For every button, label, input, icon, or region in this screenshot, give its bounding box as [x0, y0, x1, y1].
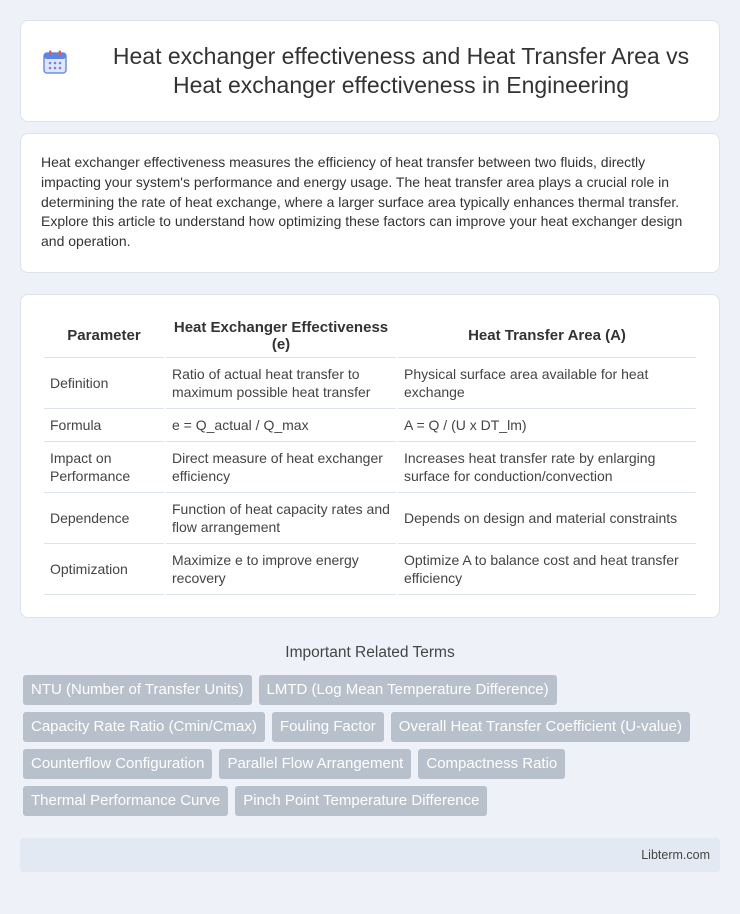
row-effectiveness: e = Q_actual / Q_max: [166, 409, 396, 442]
tag-counterflow[interactable]: Counterflow Configuration: [23, 749, 212, 779]
row-parameter: Dependence: [44, 493, 164, 544]
tag-compactness-ratio[interactable]: Compactness Ratio: [418, 749, 565, 779]
table-row: [44, 409, 696, 442]
tag-parallel-flow[interactable]: Parallel Flow Arrangement: [219, 749, 411, 779]
row-area: Depends on design and material constraints: [398, 493, 696, 544]
header-effectiveness: Heat Exchanger Effectiveness (e): [166, 315, 396, 358]
row-area: Optimize A to balance cost and heat transfer efficiency: [398, 544, 696, 595]
tag-ntu[interactable]: NTU (Number of Transfer Units): [23, 675, 252, 705]
table-row: [44, 493, 696, 544]
calendar-icon: [41, 48, 69, 76]
tag-overall-htc[interactable]: Overall Heat Transfer Coefficient (U-value): [391, 712, 690, 742]
tag-pinch-point[interactable]: Pinch Point Temperature Difference: [235, 786, 487, 816]
row-parameter: Formula: [44, 409, 164, 442]
page-title: Heat exchanger effectiveness and Heat Transfer Area vs Heat exchanger effectiveness in Engineering: [112, 43, 690, 98]
tag-thermal-performance-curve[interactable]: Thermal Performance Curve: [23, 786, 228, 816]
row-area: A = Q / (U x DT_lm): [398, 409, 696, 442]
related-terms-list: [20, 675, 720, 823]
row-effectiveness: Ratio of actual heat transfer to maximum possible heat transfer: [166, 358, 396, 409]
header-area: Heat Transfer Area (A): [398, 315, 696, 358]
tag-capacity-rate-ratio[interactable]: Capacity Rate Ratio (Cmin/Cmax): [23, 712, 265, 742]
row-area: Physical surface area available for heat exchange: [398, 358, 696, 409]
row-area: Increases heat transfer rate by enlarging surface for conduction/convection: [398, 442, 696, 493]
table-row: [44, 442, 696, 493]
table-row: [44, 358, 696, 409]
table-row: [44, 544, 696, 595]
row-parameter: Definition: [44, 358, 164, 409]
row-effectiveness: Function of heat capacity rates and flow arrangement: [166, 493, 396, 544]
row-parameter: Optimization: [44, 544, 164, 595]
table-header-row: [44, 315, 696, 358]
tag-fouling-factor[interactable]: Fouling Factor: [272, 712, 384, 742]
footer-brand[interactable]: Libterm.com: [641, 847, 710, 862]
row-effectiveness: Maximize e to improve energy recovery: [166, 544, 396, 595]
tag-lmtd[interactable]: LMTD (Log Mean Temperature Difference): [259, 675, 557, 705]
intro-text: Heat exchanger effectiveness measures the efficiency of heat transfer between two fluids, directly impacting your system's performance and energy usage. The heat transfer area plays a crucial role in determining the rate of heat exchange, where a larger surface area typically enhances thermal transfer. Explore this article to understand how optimizing these factors can improve your heat exchanger design and operation.: [41, 154, 683, 250]
row-parameter: Impact on Performance: [44, 442, 164, 493]
intro-card: [20, 133, 720, 273]
comparison-card: [20, 294, 720, 618]
row-effectiveness: Direct measure of heat exchanger efficiency: [166, 442, 396, 493]
page-header: [20, 20, 720, 122]
related-terms-title: Important Related Terms: [285, 643, 455, 661]
footer: [20, 838, 720, 872]
header-parameter: Parameter: [44, 315, 164, 358]
comparison-table: [42, 315, 698, 595]
